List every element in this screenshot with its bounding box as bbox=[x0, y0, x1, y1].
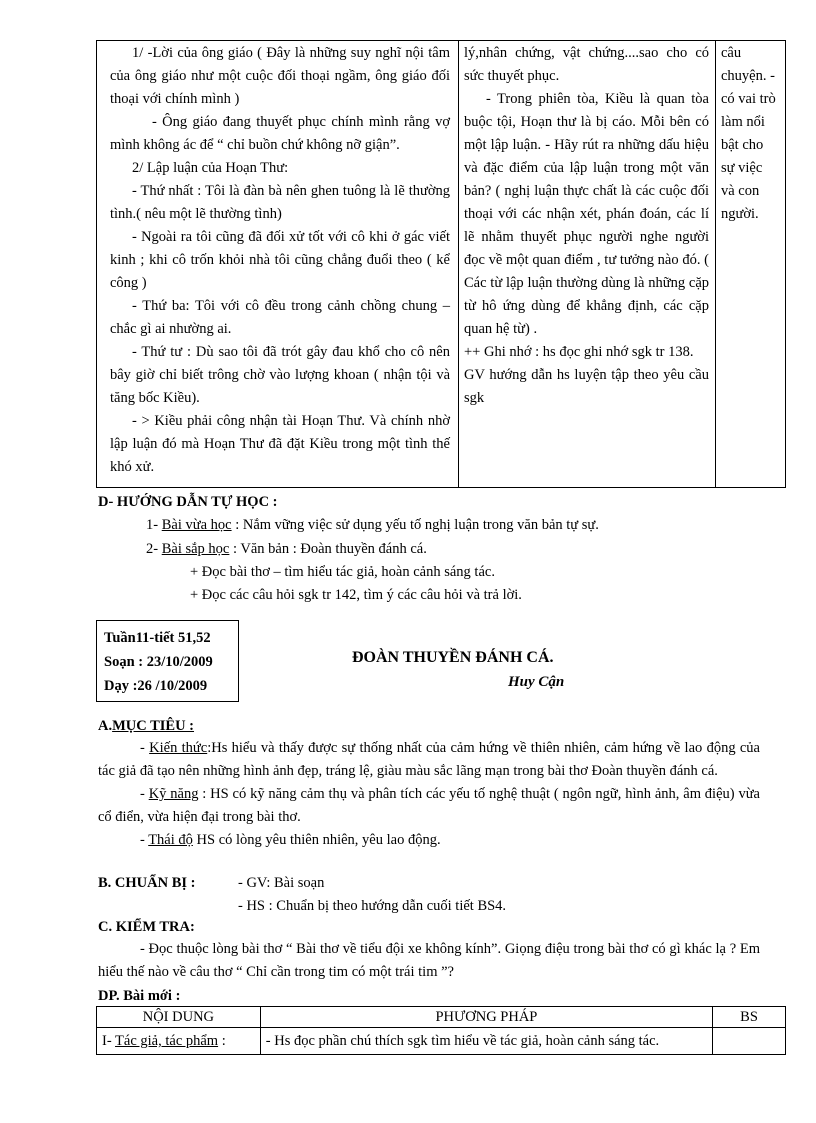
item-number: 1- bbox=[146, 517, 162, 533]
plan-header-content: NỘI DUNG bbox=[97, 1007, 261, 1028]
notes-paragraph: câu chuyện. - có vai trò làm nổi bật cho sự việc và con người. bbox=[721, 45, 776, 222]
plan-table bbox=[96, 1006, 786, 1055]
content-paragraph: 1/ -Lời của ông giáo ( Đây là những suy nghĩ nội tâm của ông giáo như một cuộc đối thoại ngầm, ông giáo đối thoại với chính mình ) bbox=[110, 45, 450, 107]
lesson-info-box bbox=[96, 620, 239, 702]
objectives-body bbox=[98, 737, 760, 852]
item-label: Bài vừa học bbox=[161, 517, 232, 533]
lesson-taught-date: Dạy :26 /10/2009 bbox=[104, 678, 208, 694]
self-study-item-1 bbox=[146, 515, 599, 535]
table-top-border bbox=[96, 40, 786, 41]
preparation-gv: - GV: Bài soạn bbox=[238, 875, 325, 891]
table-right-border bbox=[785, 40, 786, 488]
new-lesson-heading: DP. Bài mới : bbox=[98, 988, 181, 1004]
objective-knowledge: - Kiến thức:Hs hiểu và thấy được sự thống nhất của cảm hứng về thiên nhiên, cảm hứng về lao động của tác giả đã tạo nên những hình ảnh đẹp, tráng lệ, giàu màu sắc lãng mạn trong bài thơ Đoàn thuyền đánh cá. bbox=[98, 740, 760, 779]
self-study-item-2 bbox=[146, 539, 427, 559]
notes-column bbox=[721, 42, 779, 226]
objective-text: : HS có kỹ năng cảm thụ và phân tích các yếu tố nghệ thuật ( ngôn ngữ, hình ảnh, âm điệu) vừa cổ điển, vừa hiện đại trong bài thơ. bbox=[98, 786, 760, 825]
content-column bbox=[110, 42, 450, 479]
item-text: : Văn bản : Đoàn thuyền đánh cá. bbox=[229, 541, 427, 557]
content-paragraph: - Ông giáo đang thuyết phục chính mình rằng vợ mình không ác để “ chỉ buồn chứ không nỡ giận”. bbox=[110, 114, 450, 153]
plan-header-notes: BS bbox=[713, 1007, 786, 1028]
lesson-author: Huy Cận bbox=[508, 674, 565, 690]
self-study-sub-1: + Đọc bài thơ – tìm hiểu tác giả, hoàn cảnh sáng tác. bbox=[190, 564, 495, 580]
heading-text: MỤC TIÊU : bbox=[112, 718, 195, 734]
table-left-border bbox=[96, 40, 97, 488]
objective-text: :Hs hiểu và thấy được sự thống nhất của cảm hứng về thiên nhiên, cảm hứng về lao động của tác giả đã tạo nên những hình ảnh đẹp, tráng lệ, giàu màu sắc lãng mạn trong bài thơ Đoàn thuyền đánh cá. bbox=[98, 740, 760, 779]
table-bottom-border bbox=[96, 487, 786, 488]
self-study-sub-2: + Đọc các câu hỏi sgk tr 142, tìm ý các câu hỏi và trả lời. bbox=[190, 587, 522, 603]
lesson-week: Tuần11-tiết 51,52 bbox=[104, 630, 211, 646]
item-number: 2- bbox=[146, 541, 162, 557]
self-study-heading: D- HƯỚNG DẪN TỰ HỌC : bbox=[98, 494, 278, 510]
method-paragraph: ++ Ghi nhớ : hs đọc ghi nhớ sgk tr 138. bbox=[464, 344, 694, 360]
heading-prefix: A. bbox=[98, 718, 113, 734]
preparation-heading: B. CHUẨN BỊ : bbox=[98, 875, 196, 891]
table-divider-2 bbox=[715, 40, 716, 488]
plan-row-content bbox=[97, 1028, 261, 1055]
objective-skill: - Kỹ năng : HS có kỹ năng cảm thụ và phân tích các yếu tố nghệ thuật ( ngôn ngữ, hình ảnh, âm điệu) vừa cổ điển, vừa hiện đại trong bài thơ. bbox=[98, 786, 760, 825]
content-paragraph: - Thứ ba: Tôi với cô đều trong cảnh chồng chung – chắc gì ai nhường ai. bbox=[110, 298, 450, 337]
preparation-hs: - HS : Chuẩn bị theo hướng dẫn cuối tiết BS4. bbox=[238, 898, 507, 914]
row-suffix: : bbox=[218, 1033, 226, 1049]
item-label: Bài sắp học bbox=[161, 541, 230, 557]
content-paragraph: - Thứ tư : Dù sao tôi đã trót gây đau khổ cho cô nên bây giờ chỉ biết trông chờ vào lượng khoan ( nhận tội và tăng bốc Kiều). bbox=[110, 344, 450, 406]
objective-label: Kỹ năng bbox=[148, 786, 199, 802]
content-paragraph: - Ngoài ra tôi cũng đã đối xử tốt với cô khi ở gác viết kinh ; khi cô trốn khỏi nhà tôi cũng chẳng đuổi theo ( kể công ) bbox=[110, 229, 450, 291]
method-paragraph: lý,nhân chứng, vật chứng....sao cho có sức thuyết phục. bbox=[464, 45, 709, 84]
method-paragraph: - Trong phiên tòa, Kiều là quan tòa buộc tội, Hoạn thư là bị cáo. Mỗi bên có một lập luận. - Hãy rút ra những dấu hiệu và đặc điểm của lập luận trong một văn bản? ( nghị luận thực chất là các cuộc đối thoại với các nhận xét, phán đoán, các lí lẽ nhằm thuyết phục người nghe người đọc về một quan điểm , tư tưởng nào đó. ( Các từ lập luận thường dùng là những cặp từ hô ứng dùng để khẳng định, các cặp quan hệ từ) . bbox=[464, 91, 709, 337]
plan-row-notes bbox=[713, 1028, 786, 1055]
table-divider-1 bbox=[458, 40, 459, 488]
item-text: : Nắm vững việc sử dụng yếu tố nghị luận trong văn bản tự sự. bbox=[231, 517, 599, 533]
content-paragraph: 2/ Lập luận của Hoạn Thư: bbox=[132, 160, 289, 176]
method-column bbox=[464, 42, 709, 410]
lesson-title: ĐOÀN THUYỀN ĐÁNH CÁ. bbox=[352, 649, 554, 666]
check-body bbox=[98, 938, 760, 984]
plan-header-method: PHƯƠNG PHÁP bbox=[260, 1007, 712, 1028]
check-heading: C. KIỂM TRA: bbox=[98, 919, 195, 935]
content-paragraph: - Thứ nhất : Tôi là đàn bà nên ghen tuông là lẽ thường tình.( nêu một lẽ thường tình) bbox=[110, 183, 450, 222]
method-paragraph: GV hướng dẫn hs luyện tập theo yêu cầu sgk bbox=[464, 367, 709, 406]
objectives-heading bbox=[98, 716, 194, 736]
lesson-prepared-date: Soạn : 23/10/2009 bbox=[104, 654, 213, 670]
plan-table-header-row bbox=[97, 1007, 786, 1028]
check-text: - Đọc thuộc lòng bài thơ “ Bài thơ về tiểu đội xe không kính”. Giọng điệu trong bài thơ có gì khác lạ ? Em hiểu thế nào về câu thơ “ Chỉ cần trong tim có một trái tim ”? bbox=[98, 941, 760, 980]
table-row bbox=[97, 1028, 786, 1055]
content-paragraph: - > Kiều phải công nhận tài Hoạn Thư. Và chính nhờ lập luận đó mà Hoạn Thư đã đặt Kiều trong một tình thế khó xử. bbox=[110, 413, 450, 475]
objective-attitude: - Thái độ HS có lòng yêu thiên nhiên, yêu lao động. bbox=[140, 832, 441, 848]
row-prefix: I- bbox=[102, 1033, 116, 1049]
objective-label: Thái độ bbox=[148, 832, 193, 848]
objective-label: Kiến thức bbox=[149, 740, 208, 756]
plan-row-method: - Hs đọc phần chú thích sgk tìm hiểu về tác giả, hoàn cảnh sáng tác. bbox=[260, 1028, 712, 1055]
row-label: Tác giả, tác phẩm bbox=[115, 1033, 219, 1049]
objective-text: HS có lòng yêu thiên nhiên, yêu lao động. bbox=[192, 832, 441, 848]
